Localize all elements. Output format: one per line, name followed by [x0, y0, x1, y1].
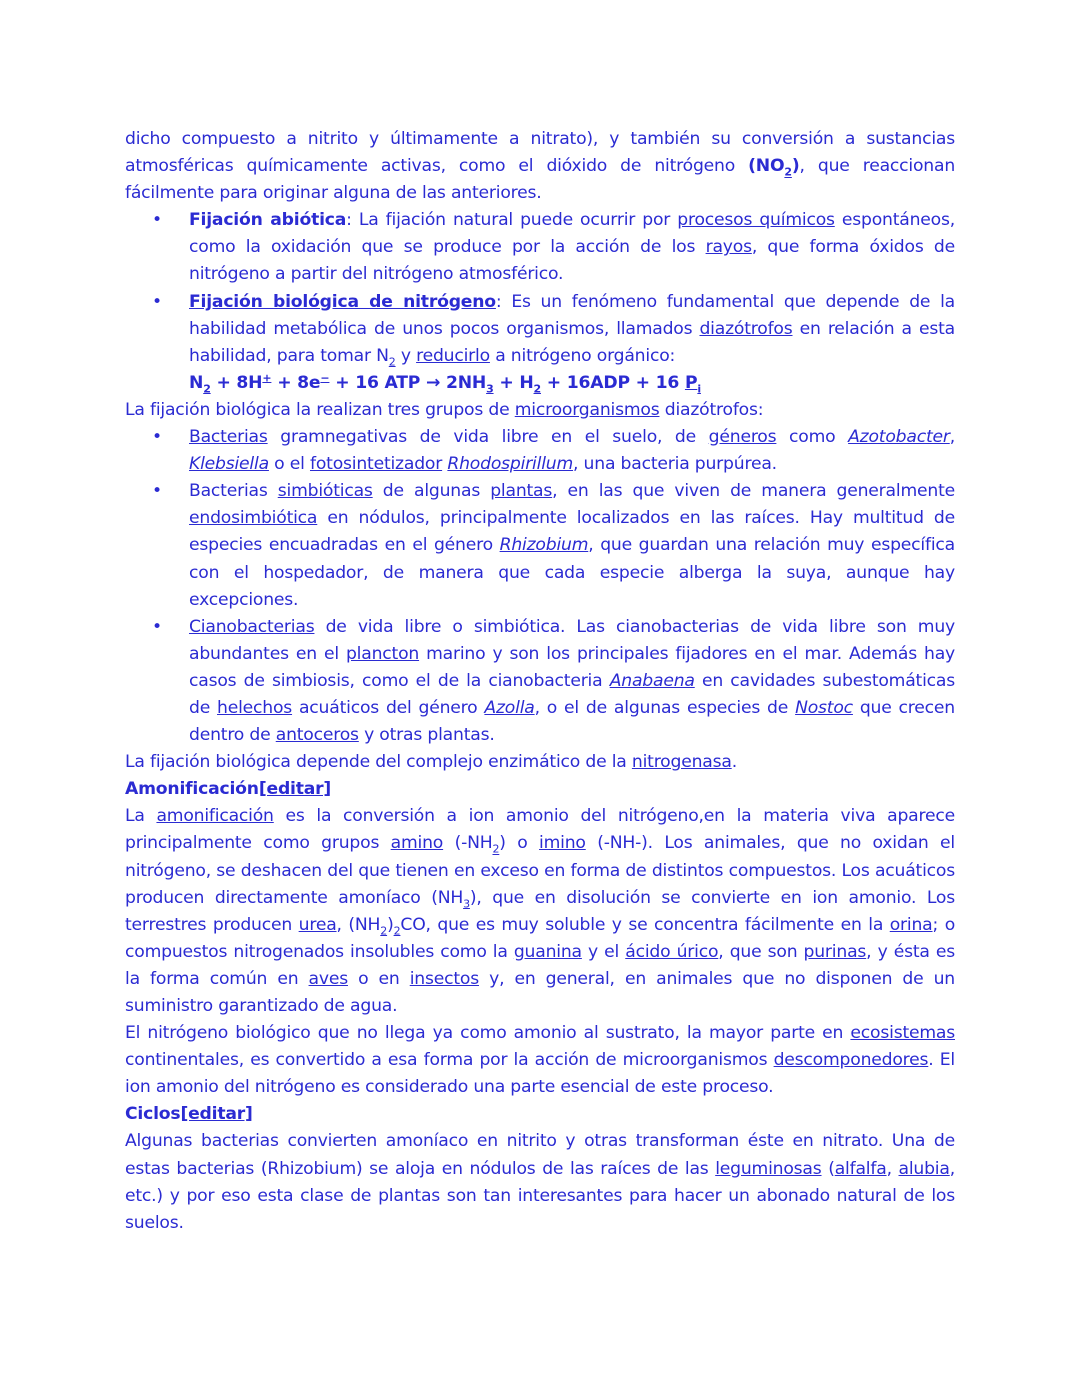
link[interactable]: 2 — [533, 382, 541, 396]
link[interactable]: procesos químicos — [677, 210, 835, 231]
text: . — [731, 752, 737, 773]
text: , o el de algunas especies de — [534, 697, 796, 718]
link[interactable]: 2 — [492, 842, 500, 856]
text: y el — [581, 941, 626, 962]
bullet-item — [189, 424, 955, 478]
text: ), que en disolución se convierte en ion amonio. Los terrestres producen — [125, 887, 955, 935]
text: Algunas bacterias convierten amoníaco en nitrito y otras transforman éste en nitrato. Una de estas bacterias (Rhizobium) se aloja en nódulos de las raíces de las — [125, 1131, 955, 1179]
paragraph — [125, 803, 955, 1020]
link[interactable]: Fijación biológica de nitrógeno — [189, 291, 496, 312]
link[interactable]: leguminosas — [715, 1158, 822, 1179]
text: (NO — [748, 156, 785, 177]
link[interactable]: purinas — [803, 941, 867, 962]
text: , una bacteria purpúrea. — [573, 454, 777, 475]
text: : La fijación natural puede ocurrir por — [346, 210, 678, 231]
link[interactable]: Nostoc — [795, 697, 853, 718]
text: + 16ADP + 16 — [541, 372, 685, 393]
text: diazótrofos: — [659, 399, 764, 420]
link[interactable]: Azotobacter — [848, 427, 950, 448]
text: ; o compuestos nitrogenados insolubles como la — [125, 914, 956, 962]
link[interactable]: microorganismos — [514, 399, 660, 420]
link[interactable]: géneros — [708, 427, 777, 448]
text: + 16 ATP → 2NH — [329, 372, 487, 393]
link[interactable]: reducirlo — [416, 345, 490, 366]
text: de vida libre o simbiótica. Las cianobacterias de vida libre son muy abundantes en el — [189, 616, 955, 664]
text: es la conversión a ion amonio del nitrógeno,en la materia viva aparece principalmente como grupos — [125, 806, 955, 854]
link[interactable]: 2 — [393, 924, 401, 938]
text: en nódulos, principalmente localizados en las raíces. Hay multitud de especies encuadradas en el género — [189, 508, 955, 556]
link[interactable]: ácido úrico — [625, 941, 719, 962]
text: a nitrógeno orgánico: — [489, 345, 676, 366]
text: N — [189, 372, 204, 393]
link[interactable]: antoceros — [275, 725, 359, 746]
text: + H — [493, 372, 534, 393]
link[interactable]: orina — [889, 914, 933, 935]
link[interactable]: diazótrofos — [699, 318, 793, 339]
link[interactable]: 3 — [486, 382, 494, 396]
link[interactable]: Klebsiella — [189, 454, 269, 475]
link[interactable]: 2 — [380, 924, 388, 938]
text: , que son — [718, 941, 804, 962]
link[interactable]: simbióticas — [277, 481, 373, 502]
text: : Es un fenómeno fundamental que depende de la habilidad metabólica de unos pocos organismos, llamados — [189, 291, 955, 339]
section-heading — [125, 1101, 955, 1128]
text: como — [776, 427, 849, 448]
text: La — [125, 806, 157, 827]
text: , en las que viven de manera generalmente — [552, 481, 955, 502]
edit-link[interactable]: [editar] — [180, 1104, 253, 1125]
link[interactable]: Azolla — [484, 697, 535, 718]
link[interactable]: ecosistemas — [850, 1023, 955, 1044]
text: La fijación biológica depende del complejo enzimático de la — [125, 752, 632, 773]
link[interactable]: Rhizobium — [499, 535, 589, 556]
link[interactable]: Rhodospirillum — [447, 454, 574, 475]
text: Fijación abiótica — [189, 210, 347, 231]
text: Amonificación — [125, 779, 259, 800]
link[interactable]: alubia — [898, 1158, 950, 1179]
link[interactable]: nitrogenasa — [631, 752, 732, 773]
text: . El ion amonio del nitrógeno es considerado una parte esencial de este proceso. — [125, 1050, 956, 1098]
link[interactable]: + — [262, 371, 272, 385]
text: o en — [347, 968, 410, 989]
link[interactable]: guanina — [513, 941, 582, 962]
text: dicho compuesto a nitrito y últimamente a nitrato), y también su conversión a sustancias atmosféricas químicamente activas, como el dióxido de nitrógeno — [125, 129, 955, 177]
text: , etc.) y por eso esta clase de plantas son tan interesantes para hacer un abonado natural de los suelos. — [125, 1158, 955, 1233]
bullet-item — [189, 207, 955, 288]
section-heading — [125, 776, 955, 803]
text: La fijación biológica la realizan tres grupos de — [125, 399, 515, 420]
text: , (NH — [336, 914, 381, 935]
text: marino y son los principales fijadores en el mar. Además hay casos de simbiosis, como el de la cianobacteria — [189, 643, 955, 691]
link[interactable]: Cianobacterias — [189, 616, 315, 637]
text: espontáneos, como la oxidación que se produce por la acción de los — [189, 210, 955, 258]
text: (-NH-). Los animales, que no oxidan el nitrógeno, se deshacen del que tienen en exceso en forma de distintos compuestos. Los acuáticos producen directamente amoníaco (NH — [125, 833, 956, 908]
link[interactable]: i — [697, 382, 701, 396]
link[interactable]: fotosintetizador — [309, 454, 443, 475]
text: , que guardan una relación muy específica con el hospedador, de manera que cada especie alberga la suya, aunque hay excepciones. — [189, 535, 955, 610]
text: + 8e — [271, 372, 321, 393]
link[interactable]: 2 — [388, 355, 396, 369]
text: de algunas — [372, 481, 491, 502]
link[interactable]: descomponedores — [773, 1050, 929, 1071]
text: y, en general, en animales que no disponen de un suministro garantizado de agua. — [125, 968, 955, 1016]
text: en cavidades subestomáticas de — [189, 670, 956, 718]
link[interactable]: helechos — [217, 697, 293, 718]
link[interactable]: Anabaena — [609, 670, 695, 691]
link[interactable]: endosimbiótica — [189, 508, 318, 529]
bullet-item — [189, 614, 955, 749]
text: ( — [821, 1158, 835, 1179]
text: y — [395, 345, 417, 366]
paragraph — [125, 749, 955, 776]
link[interactable]: imino — [539, 833, 586, 854]
text: continentales, es convertido a esa forma por la acción de microorganismos — [125, 1050, 774, 1071]
text: ) o — [499, 833, 540, 854]
paragraph — [125, 1128, 955, 1236]
text: Bacterias — [189, 481, 278, 502]
text: que crecen dentro de — [189, 697, 955, 746]
link[interactable]: P — [684, 372, 698, 393]
chemical-equation — [189, 370, 955, 397]
text: , que forma óxidos de nitrógeno a partir del nitrógeno atmosférico. — [189, 237, 955, 285]
text: y otras plantas. — [358, 725, 495, 746]
text: ) — [387, 914, 394, 935]
link[interactable]: 3 — [463, 897, 470, 911]
bullet-item — [189, 289, 955, 370]
text: + 8H — [210, 372, 263, 393]
paragraph — [125, 397, 955, 424]
text: , y ésta es la forma común en — [125, 941, 955, 989]
link[interactable]: plantas — [490, 481, 553, 502]
text: gramnegativas de vida libre en el suelo, de — [267, 427, 709, 448]
link[interactable]: aves — [308, 968, 348, 989]
link[interactable]: − — [320, 371, 330, 385]
link[interactable]: insectos — [409, 968, 479, 989]
link[interactable]: amino — [390, 833, 444, 854]
paragraph — [125, 126, 955, 207]
text: , que reaccionan fácilmente para originar alguna de las anteriores. — [125, 156, 956, 204]
link[interactable]: alfalfa — [834, 1158, 887, 1179]
bullet-item — [189, 478, 955, 613]
text: o el — [268, 454, 310, 475]
link[interactable]: urea — [298, 914, 337, 935]
text: CO, que es muy soluble y se concentra fácilmente en la — [400, 914, 890, 935]
text: , — [949, 427, 955, 448]
link[interactable]: amonificación — [156, 806, 274, 827]
link[interactable]: plancton — [345, 643, 420, 664]
text: El nitrógeno biológico que no llega ya como amonio al sustrato, la mayor parte en — [125, 1023, 851, 1044]
document-body — [125, 126, 955, 1237]
link[interactable]: 2 — [203, 382, 211, 396]
text: Ciclos — [125, 1104, 181, 1125]
text: en relación a esta habilidad, para tomar N — [189, 318, 955, 366]
text: , — [886, 1158, 899, 1179]
text: acuáticos del género — [292, 697, 485, 718]
text: ) — [791, 156, 800, 177]
link[interactable]: rayos — [705, 237, 752, 258]
edit-link[interactable]: [editar] — [258, 779, 332, 800]
link[interactable]: 2 — [784, 165, 792, 179]
link[interactable]: Bacterias — [189, 427, 268, 448]
text: (-NH — [443, 833, 493, 854]
paragraph — [125, 1020, 955, 1101]
